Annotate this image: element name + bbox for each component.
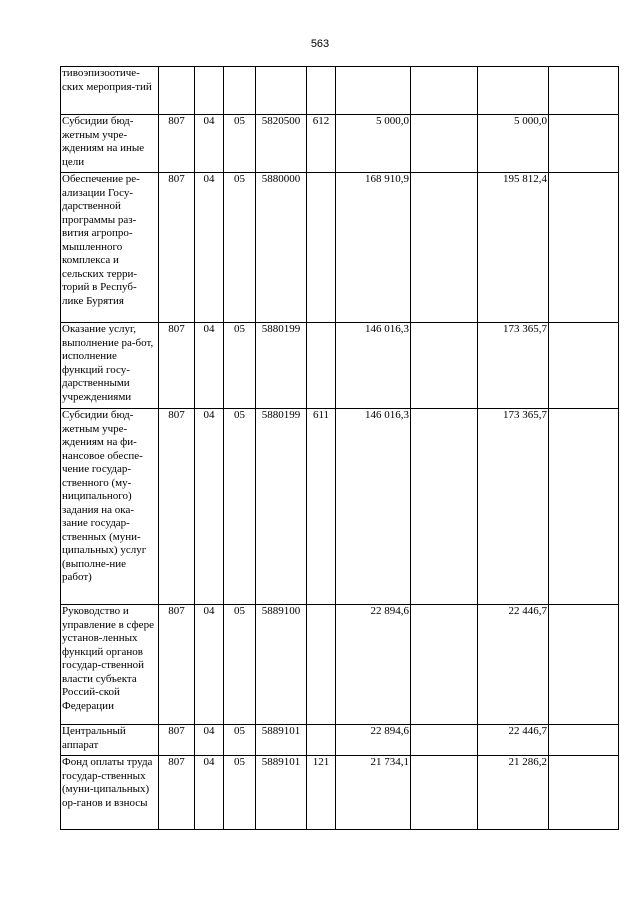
cell-expense-type [307,605,336,725]
cell-empty-2 [549,115,619,173]
cell-amount-2014: 168 910,9 [336,173,411,323]
cell-ministry: 807 [159,323,195,409]
cell-expense-type: 611 [307,409,336,605]
cell-amount-2015: 195 812,4 [478,173,549,323]
cell-empty-2 [549,173,619,323]
cell-name: тивоэпизоотиче-ских мероприя-тий [61,67,159,115]
cell-empty-2 [549,409,619,605]
table-row [61,115,619,173]
cell-amount-2014: 5 000,0 [336,115,411,173]
cell-name: Обеспечение ре-ализации Госу-дарственной программы раз-вития агропро-мышленного комплекса и сельских терри-торий в Респуб-лике Бурятия [61,173,159,323]
cell-target [256,67,307,115]
cell-amount-2015: 173 365,7 [478,409,549,605]
cell-section [195,67,224,115]
table-body [61,67,619,830]
table-row [61,323,619,409]
cell-empty-2 [549,756,619,830]
cell-empty-2 [549,605,619,725]
cell-expense-type [307,67,336,115]
cell-target: 5880000 [256,173,307,323]
cell-target: 5880199 [256,409,307,605]
cell-target: 5880199 [256,323,307,409]
cell-subsection: 05 [224,605,256,725]
cell-section: 04 [195,756,224,830]
cell-ministry: 807 [159,173,195,323]
cell-ministry: 807 [159,756,195,830]
table-row [61,756,619,830]
cell-ministry: 807 [159,725,195,756]
cell-amount-2014 [336,67,411,115]
cell-expense-type [307,173,336,323]
cell-empty-1 [411,725,478,756]
cell-expense-type: 612 [307,115,336,173]
cell-target: 5889101 [256,756,307,830]
cell-ministry: 807 [159,115,195,173]
table-row [61,409,619,605]
cell-expense-type [307,725,336,756]
cell-name: Руководство и управление в сфере установ-ленных функций органов государ-ственной власти субъекта Россий-ской Федерации [61,605,159,725]
cell-section: 04 [195,725,224,756]
cell-amount-2015: 5 000,0 [478,115,549,173]
cell-amount-2015: 173 365,7 [478,323,549,409]
cell-expense-type: 121 [307,756,336,830]
cell-section: 04 [195,173,224,323]
cell-name: Фонд оплаты труда государ-ственных (муни-ципальных) ор-ганов и взносы [61,756,159,830]
cell-name: Субсидии бюд-жетным учре-ждениям на фи-нансовое обеспе-чение государ-ственного (му-ниципального) задания на ока-зание государ-ственных (муни-ципальных) услуг (выполне-ние работ) [61,409,159,605]
cell-amount-2014: 22 894,6 [336,605,411,725]
cell-subsection: 05 [224,409,256,605]
cell-ministry [159,67,195,115]
cell-amount-2015 [478,67,549,115]
table-row [61,605,619,725]
cell-amount-2015: 22 446,7 [478,725,549,756]
cell-amount-2014: 146 016,3 [336,409,411,605]
cell-empty-1 [411,409,478,605]
cell-amount-2014: 22 894,6 [336,725,411,756]
cell-amount-2015: 22 446,7 [478,605,549,725]
cell-empty-1 [411,323,478,409]
cell-expense-type [307,323,336,409]
cell-subsection: 05 [224,115,256,173]
cell-target: 5889100 [256,605,307,725]
table-row [61,67,619,115]
cell-target: 5820500 [256,115,307,173]
cell-empty-1 [411,756,478,830]
cell-subsection [224,67,256,115]
cell-section: 04 [195,115,224,173]
cell-subsection: 05 [224,173,256,323]
cell-empty-1 [411,115,478,173]
cell-section: 04 [195,605,224,725]
cell-empty-2 [549,323,619,409]
cell-ministry: 807 [159,409,195,605]
cell-amount-2014: 21 734,1 [336,756,411,830]
cell-section: 04 [195,409,224,605]
cell-section: 04 [195,323,224,409]
cell-ministry: 807 [159,605,195,725]
cell-empty-2 [549,67,619,115]
cell-empty-1 [411,67,478,115]
cell-subsection: 05 [224,323,256,409]
cell-empty-1 [411,605,478,725]
cell-target: 5889101 [256,725,307,756]
cell-subsection: 05 [224,756,256,830]
table-row [61,173,619,323]
cell-empty-2 [549,725,619,756]
page-number: 563 [310,38,330,50]
cell-name: Центральный аппарат [61,725,159,756]
cell-amount-2015: 21 286,2 [478,756,549,830]
budget-table [60,66,619,830]
cell-name: Оказание услуг, выполнение ра-бот, исполнение функций госу-дарственными учреждениями [61,323,159,409]
cell-amount-2014: 146 016,3 [336,323,411,409]
cell-subsection: 05 [224,725,256,756]
cell-empty-1 [411,173,478,323]
table-row [61,725,619,756]
cell-name: Субсидии бюд-жетным учре-ждениям на иные цели [61,115,159,173]
